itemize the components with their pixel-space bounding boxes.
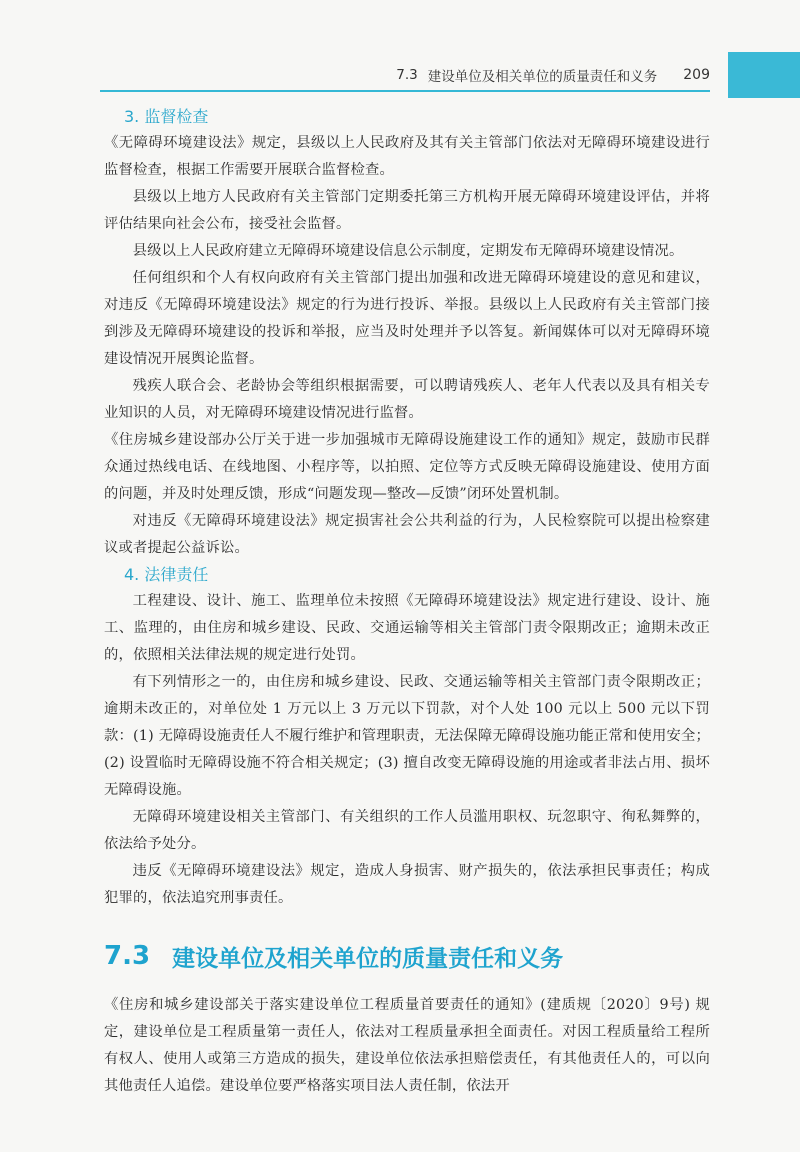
side-tab (728, 52, 800, 98)
paragraph: 无障碍环境建设相关主管部门、有关组织的工作人员滥用职权、玩忽职守、徇私舞弊的，依法给予处分。 (104, 809, 710, 852)
header-section-number: 7.3 (396, 67, 418, 83)
header-section-title: 建设单位及相关单位的质量责任和义务 (427, 69, 658, 85)
paragraph: 任何组织和个人有权向政府有关主管部门提出加强和改进无障碍环境建设的意见和建议，对违反《无障碍环境建设法》规定的行为进行投诉、举报。县级以上人民政府有关主管部门接到涉及无障碍环境建设的投诉和举报，应当及时处理并予以答复。新闻媒体可以对无障碍环境建设情况开展舆论监督。 (104, 270, 710, 367)
subheading-supervision: 3. 监督检查 (124, 107, 209, 126)
page-body (104, 96, 710, 1100)
section-title: 建设单位及相关单位的质量责任和义务 (172, 945, 564, 972)
paragraph: 有下列情形之一的，由住房和城乡建设、民政、交通运输等相关主管部门责令限期改正；逾期未改正的，对单位处 1 万元以上 3 万元以下罚款，对个人处 100 元以上 500 元以下罚款：(1) 无障碍设施责任人不履行维护和管理职责，无法保障无障碍设施功能正常和使用安全；(2) 设置临时无障碍设施不符合相关规定；(3) 擅自改变无障碍设施的用途或者非法占用、损坏无障碍设施。 (104, 674, 710, 798)
section-heading (104, 930, 710, 982)
page-number: 209 (683, 67, 710, 83)
paragraph: 违反《无障碍环境建设法》规定，造成人身损害、财产损失的，依法承担民事责任；构成犯罪的，依法追究刑事责任。 (104, 863, 710, 906)
subheading-legal-liability: 4. 法律责任 (124, 565, 209, 584)
paragraph: 残疾人联合会、老龄协会等组织根据需要，可以聘请残疾人、老年人代表以及具有相关专业知识的人员，对无障碍环境建设情况进行监督。 (104, 378, 710, 421)
paragraph: 《住房城乡建设部办公厅关于进一步加强城市无障碍设施建设工作的通知》规定，鼓励市民群众通过热线电话、在线地图、小程序等，以拍照、定位等方式反映无障碍设施建设、使用方面的问题，并及时处理反馈，形成“问题发现—整改—反馈”闭环处置机制。 (104, 432, 710, 502)
paragraph: 《住房和城乡建设部关于落实建设单位工程质量首要责任的通知》(建质规〔2020〕9号) 规定，建设单位是工程质量第一责任人，依法对工程质量承担全面责任。对因工程质量给工程所有权人、使用人或第三方造成的损失，建设单位依法承担赔偿责任，有其他责任人的，可以向其他责任人追偿。建设单位要严格落实项目法人责任制，依法开 (104, 997, 710, 1094)
running-header (100, 62, 710, 88)
section-number: 7.3 (104, 941, 151, 971)
paragraph: 对违反《无障碍环境建设法》规定损害社会公共利益的行为，人民检察院可以提出检察建议或者提起公益诉讼。 (104, 513, 710, 556)
paragraph: 工程建设、设计、施工、监理单位未按照《无障碍环境建设法》规定进行建设、设计、施工、监理的，由住房和城乡建设、民政、交通运输等相关主管部门责令限期改正；逾期未改正的，依照相关法律法规的规定进行处罚。 (104, 593, 710, 663)
header-rule (100, 90, 710, 92)
paragraph: 县级以上人民政府建立无障碍环境建设信息公示制度，定期发布无障碍环境建设情况。 (132, 243, 684, 259)
paragraph: 《无障碍环境建设法》规定，县级以上人民政府及其有关主管部门依法对无障碍环境建设进行监督检查，根据工作需要开展联合监督检查。 (104, 135, 710, 178)
paragraph: 县级以上地方人民政府有关主管部门定期委托第三方机构开展无障碍环境建设评估，并将评估结果向社会公布，接受社会监督。 (104, 189, 710, 232)
